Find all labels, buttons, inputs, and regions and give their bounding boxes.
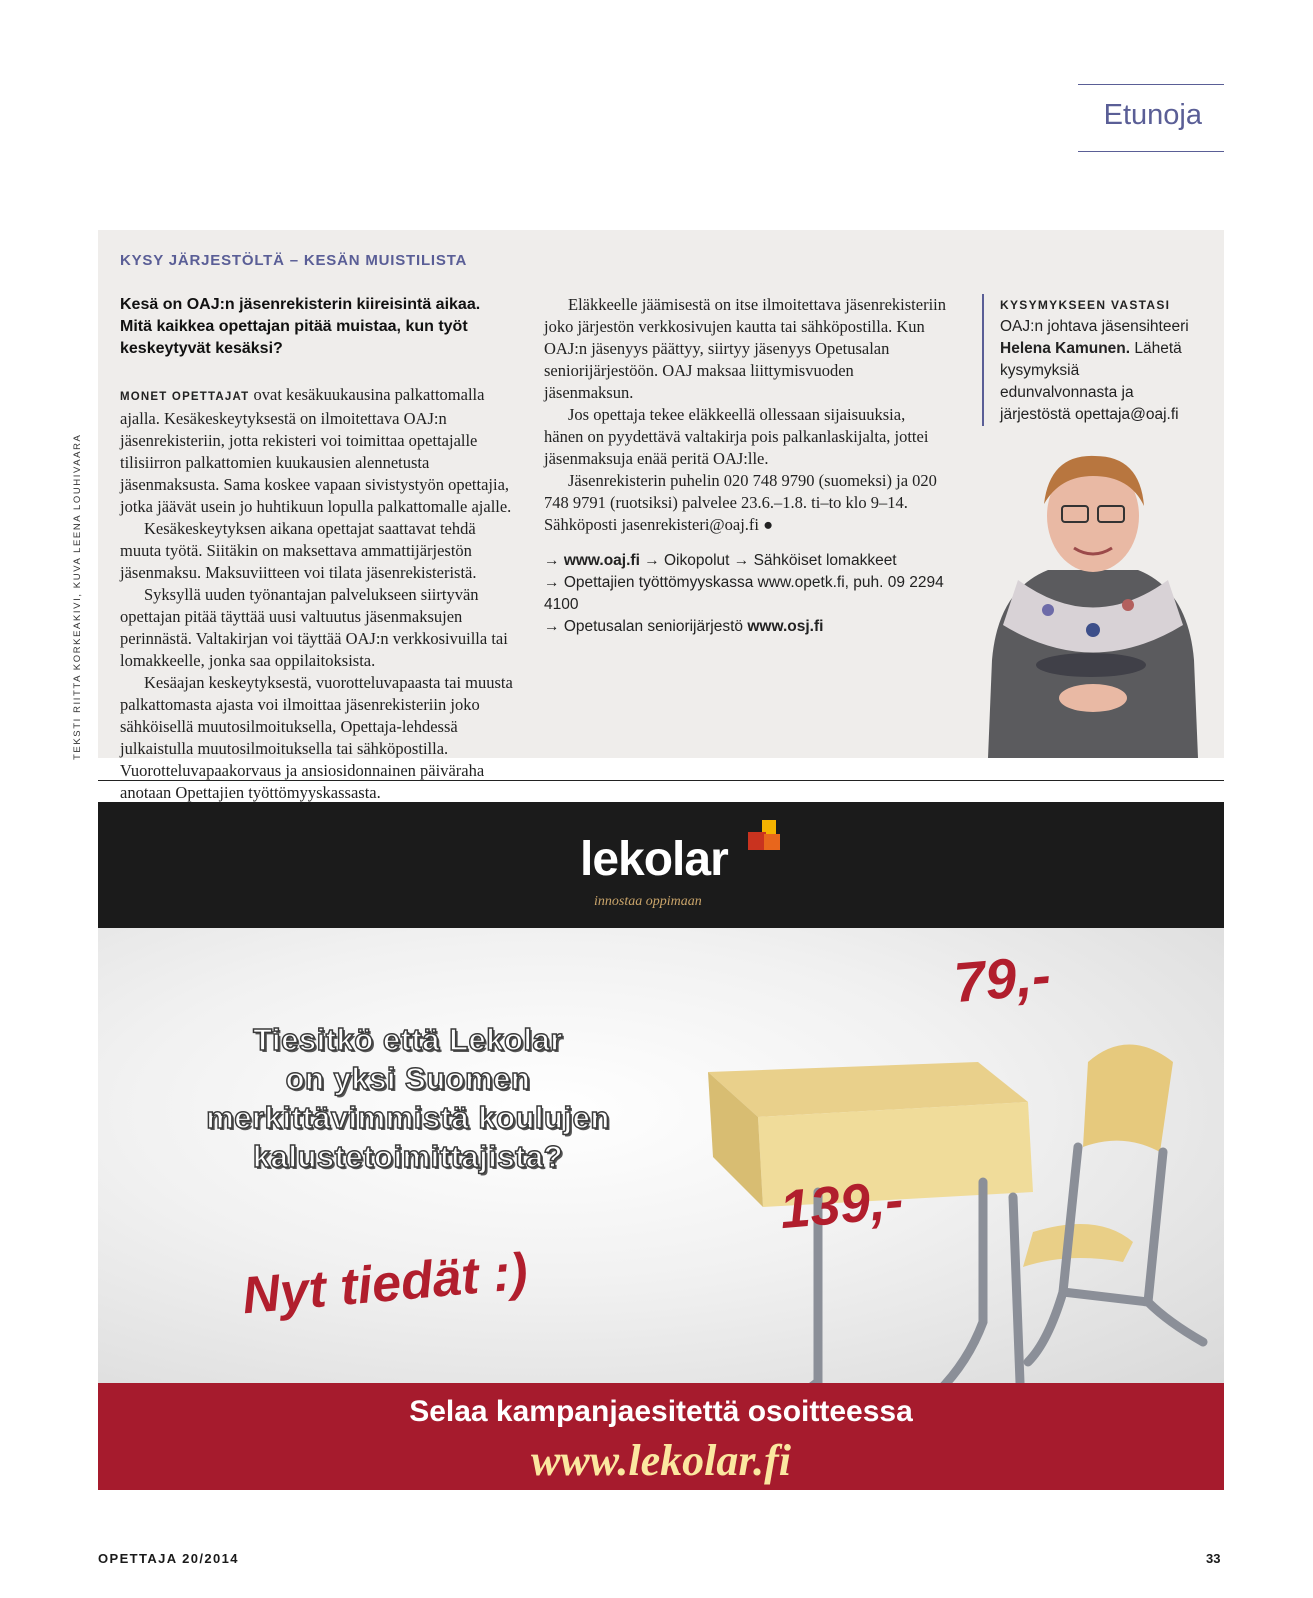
price-chair: 79,- [951, 942, 1054, 1015]
run-in-heading: MONET OPETTAJAT [120, 391, 250, 403]
answerer-aside: KYSYMYKSEEN VASTASI OAJ:n johtava jäsensihteeri Helena Kamunen. Lähetä kysymyksiä edunvalvonnasta ja järjestöstä opettaja@oaj.fi [982, 294, 1200, 426]
aside-label: KYSYMYKSEEN VASTASI [1000, 298, 1171, 312]
body-paragraph: Eläkkeelle jäämisestä on itse ilmoitettava jäsenrekisteriin joko järjestön verkkosivujen kautta tai sähköpostilla. Kun OAJ:n jäsenyys päättyy, siirtyy jäsenyys Opetusalan seniorijärjestöön. OAJ maksaa liittymisvuoden jäsenmaksun. [544, 295, 946, 402]
info-box [98, 230, 1224, 802]
section-label: Etunoja [1078, 84, 1224, 152]
body-paragraph: Kesäajan keskeytyksestä, vuorotteluvapaasta tai muusta palkattomasta ajasta voi ilmoittaa jäsenrekisteriin joko sähköisellä muutosilmoituksella, Opettaja-lehdessä julkaistulla muutosilmoituksella tai sähköpostilla. Vuorotteluvapaakorvaus ja ansiosidonnainen päiväraha anotaan Opettajien työttömyyskassasta. [120, 673, 513, 802]
ad-header [98, 802, 1224, 928]
body-paragraph: MONET OPETTAJAT ovat kesäkuukausina palkattomalla ajalla. Kesäkeskeytyksestä on ilmoitettava OAJ:n jäsenrekisteriin, jotta rekisteri voi toimittaa opettajalle tilisiirron palkattomien kuukausien alennetusta jäsenmaksusta. Sama koskee vapaan sivistystyön opettajia, jotka jäävät usein jo huhtikuun lopulla palkattomalle ajalle. [120, 385, 512, 516]
column-1 [120, 294, 515, 804]
body-paragraph: Syksyllä uuden työnantajan palvelukseen siirtyvän opettajan pitää täyttää uusi valtuutus jäsenmaksujen perinnästä. Valtakirjan voi täyttää OAJ:n verkkosivuilla tai lomakkeelle, jonka saa oppilaitoksista. [120, 585, 508, 670]
link-list [544, 550, 946, 638]
ad-headline: Tiesitkö että Lekolar on yksi Suomen merkittävimmistä koulujen kalustetoimittajista? [206, 1022, 610, 1174]
portrait-photo [978, 430, 1208, 758]
divider [98, 780, 1224, 781]
lekolar-advertisement [98, 802, 1224, 1490]
lekolar-url-link[interactable]: www.lekolar.fi [531, 1436, 791, 1485]
link-oaj[interactable]: → www.oaj.fi → Oikopolut → Sähköiset lomakkeet [544, 552, 897, 569]
link-opetk[interactable]: → Opettajien työttömyyskassa www.opetk.fi, puh. 09 2294 4100 [544, 574, 944, 613]
body-paragraph: Jos opettaja tekee eläkkeellä ollessaan sijaisuuksia, hänen on pyydettävä valtakirja pois palkanlaskijalta, jottei jäsenmaksuja enää peritä OAJ:lle. [544, 405, 929, 468]
logo-tagline: innostaa oppimaan [594, 894, 702, 909]
ad-footer-band [98, 1383, 1224, 1490]
column-2 [544, 294, 946, 638]
arrow-icon: → [544, 574, 560, 591]
lead-paragraph: Kesä on OAJ:n jäsenrekisterin kiireisintä aikaa. Mitä kaikkea opettajan pitää muistaa, kun työt keskeytyvät kesäksi? [120, 296, 481, 357]
link-osj[interactable]: → Opetusalan seniorijärjestö www.osj.fi [544, 618, 824, 635]
lekolar-logo: lekolar [580, 833, 728, 886]
price-desk: 139,- [777, 1169, 906, 1241]
body-paragraph: Jäsenrekisterin puhelin 020 748 9790 (suomeksi) ja 020 748 9791 (ruotsiksi) palvelee 23.6.–1.8. ti–to klo 9–14. Sähköposti jasenrekisteri@oaj.fi ● [544, 471, 937, 534]
ad-answer: Nyt tiedät :) [240, 1242, 530, 1326]
magazine-issue: OPETTAJA 20/2014 [98, 1551, 239, 1566]
browse-text: Selaa kampanjaesitettä osoitteessa [409, 1395, 913, 1428]
logo-squares-icon [740, 820, 786, 860]
arrow-icon: → [544, 618, 560, 635]
photo-credit: TEKSTI RIITTA KORKEAKIVI, KUVA LEENA LOUHIVAARA [72, 433, 83, 760]
box-heading: KYSY JÄRJESTÖLTÄ – KESÄN MUISTILISTA [120, 252, 468, 269]
page-number: 33 [1206, 1551, 1221, 1566]
arrow-icon: → [544, 552, 560, 569]
answerer-name: Helena Kamunen. [1000, 340, 1131, 357]
body-paragraph: Kesäkeskeytyksen aikana opettajat saattavat tehdä muuta työtä. Siitäkin on maksettava ammattijärjestön jäsenmaksu. Maksuviitteen voi tilata jäsenrekisteristä. [120, 519, 477, 582]
